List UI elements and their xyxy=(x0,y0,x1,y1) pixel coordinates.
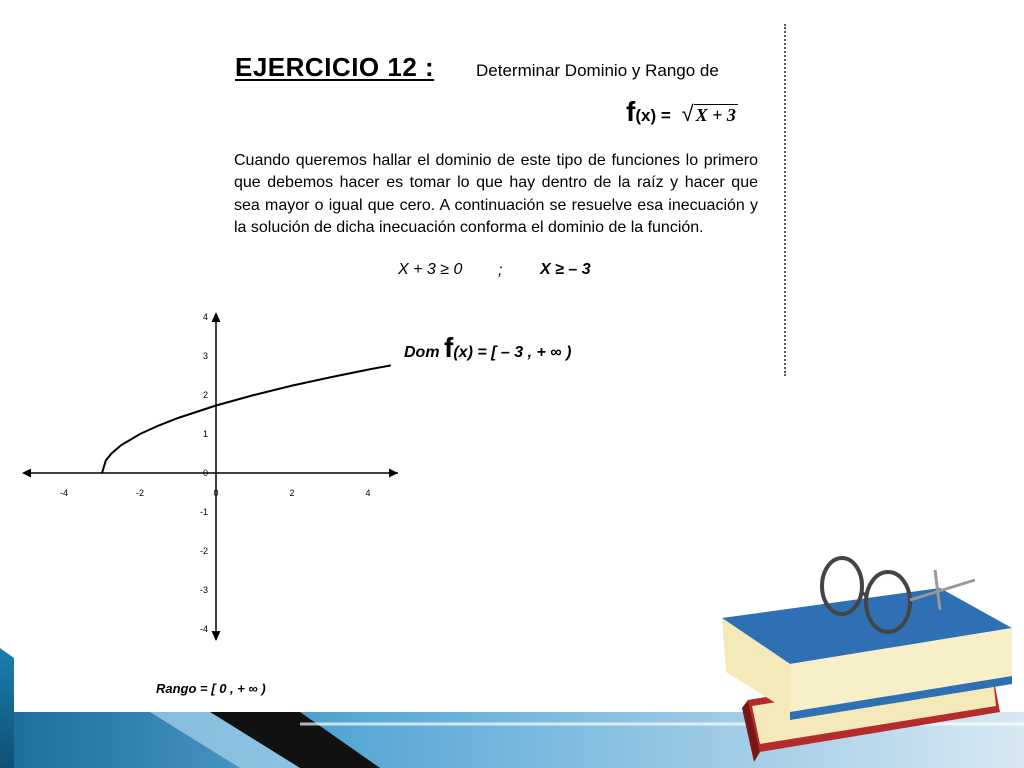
explanation-paragraph: Cuando queremos hallar el dominio de este tipo de funciones lo primero que debemos hacer es tomar lo que hay dentro de la raíz y hacer que sea mayor o igual que cero. A continuación se resuelve esa inecuación y la solución de dicha inecuación conforma el dominio de la función. xyxy=(234,152,758,236)
y-tick-label: -4 xyxy=(199,624,208,634)
y-tick-label: 0 xyxy=(202,468,208,478)
y-tick-label: 1 xyxy=(202,429,208,439)
function-symbol: f xyxy=(626,96,636,127)
y-tick-label: -1 xyxy=(199,507,208,517)
function-equals: = xyxy=(660,106,671,125)
left-corner-shape xyxy=(0,648,14,768)
y-tick-label: 4 xyxy=(202,312,208,322)
range-result: Rango = [ 0 , + ∞ ) xyxy=(156,681,266,696)
radicand: X + 3 xyxy=(695,105,736,125)
exercise-title: EJERCICIO 12 : xyxy=(235,52,435,82)
sqrt-symbol: √ xyxy=(681,101,694,126)
function-argument: (x) xyxy=(635,106,657,125)
domain-function-argument: (x) xyxy=(453,344,473,361)
y-tick-label: -2 xyxy=(199,546,208,556)
inequality-right: X ≥ – 3 xyxy=(540,261,591,278)
domain-interval: = [ – 3 , + ∞ ) xyxy=(477,344,572,361)
x-tick-label: -2 xyxy=(135,488,145,498)
x-tick-label: 0 xyxy=(213,488,219,498)
exercise-subtitle: Determinar Dominio y Rango de xyxy=(476,61,719,80)
inequality-separator: ; xyxy=(498,262,503,279)
y-tick-label: -3 xyxy=(199,585,208,595)
domain-prefix: Dom xyxy=(404,344,440,361)
domain-function-symbol: f xyxy=(444,332,454,363)
x-tick-label: -4 xyxy=(59,488,69,498)
y-tick-label: 2 xyxy=(202,390,208,400)
x-tick-label: 2 xyxy=(289,488,295,498)
inequality-left: X + 3 ≥ 0 xyxy=(398,261,463,278)
y-tick-label: 3 xyxy=(202,351,208,361)
x-tick-label: 4 xyxy=(365,488,371,498)
